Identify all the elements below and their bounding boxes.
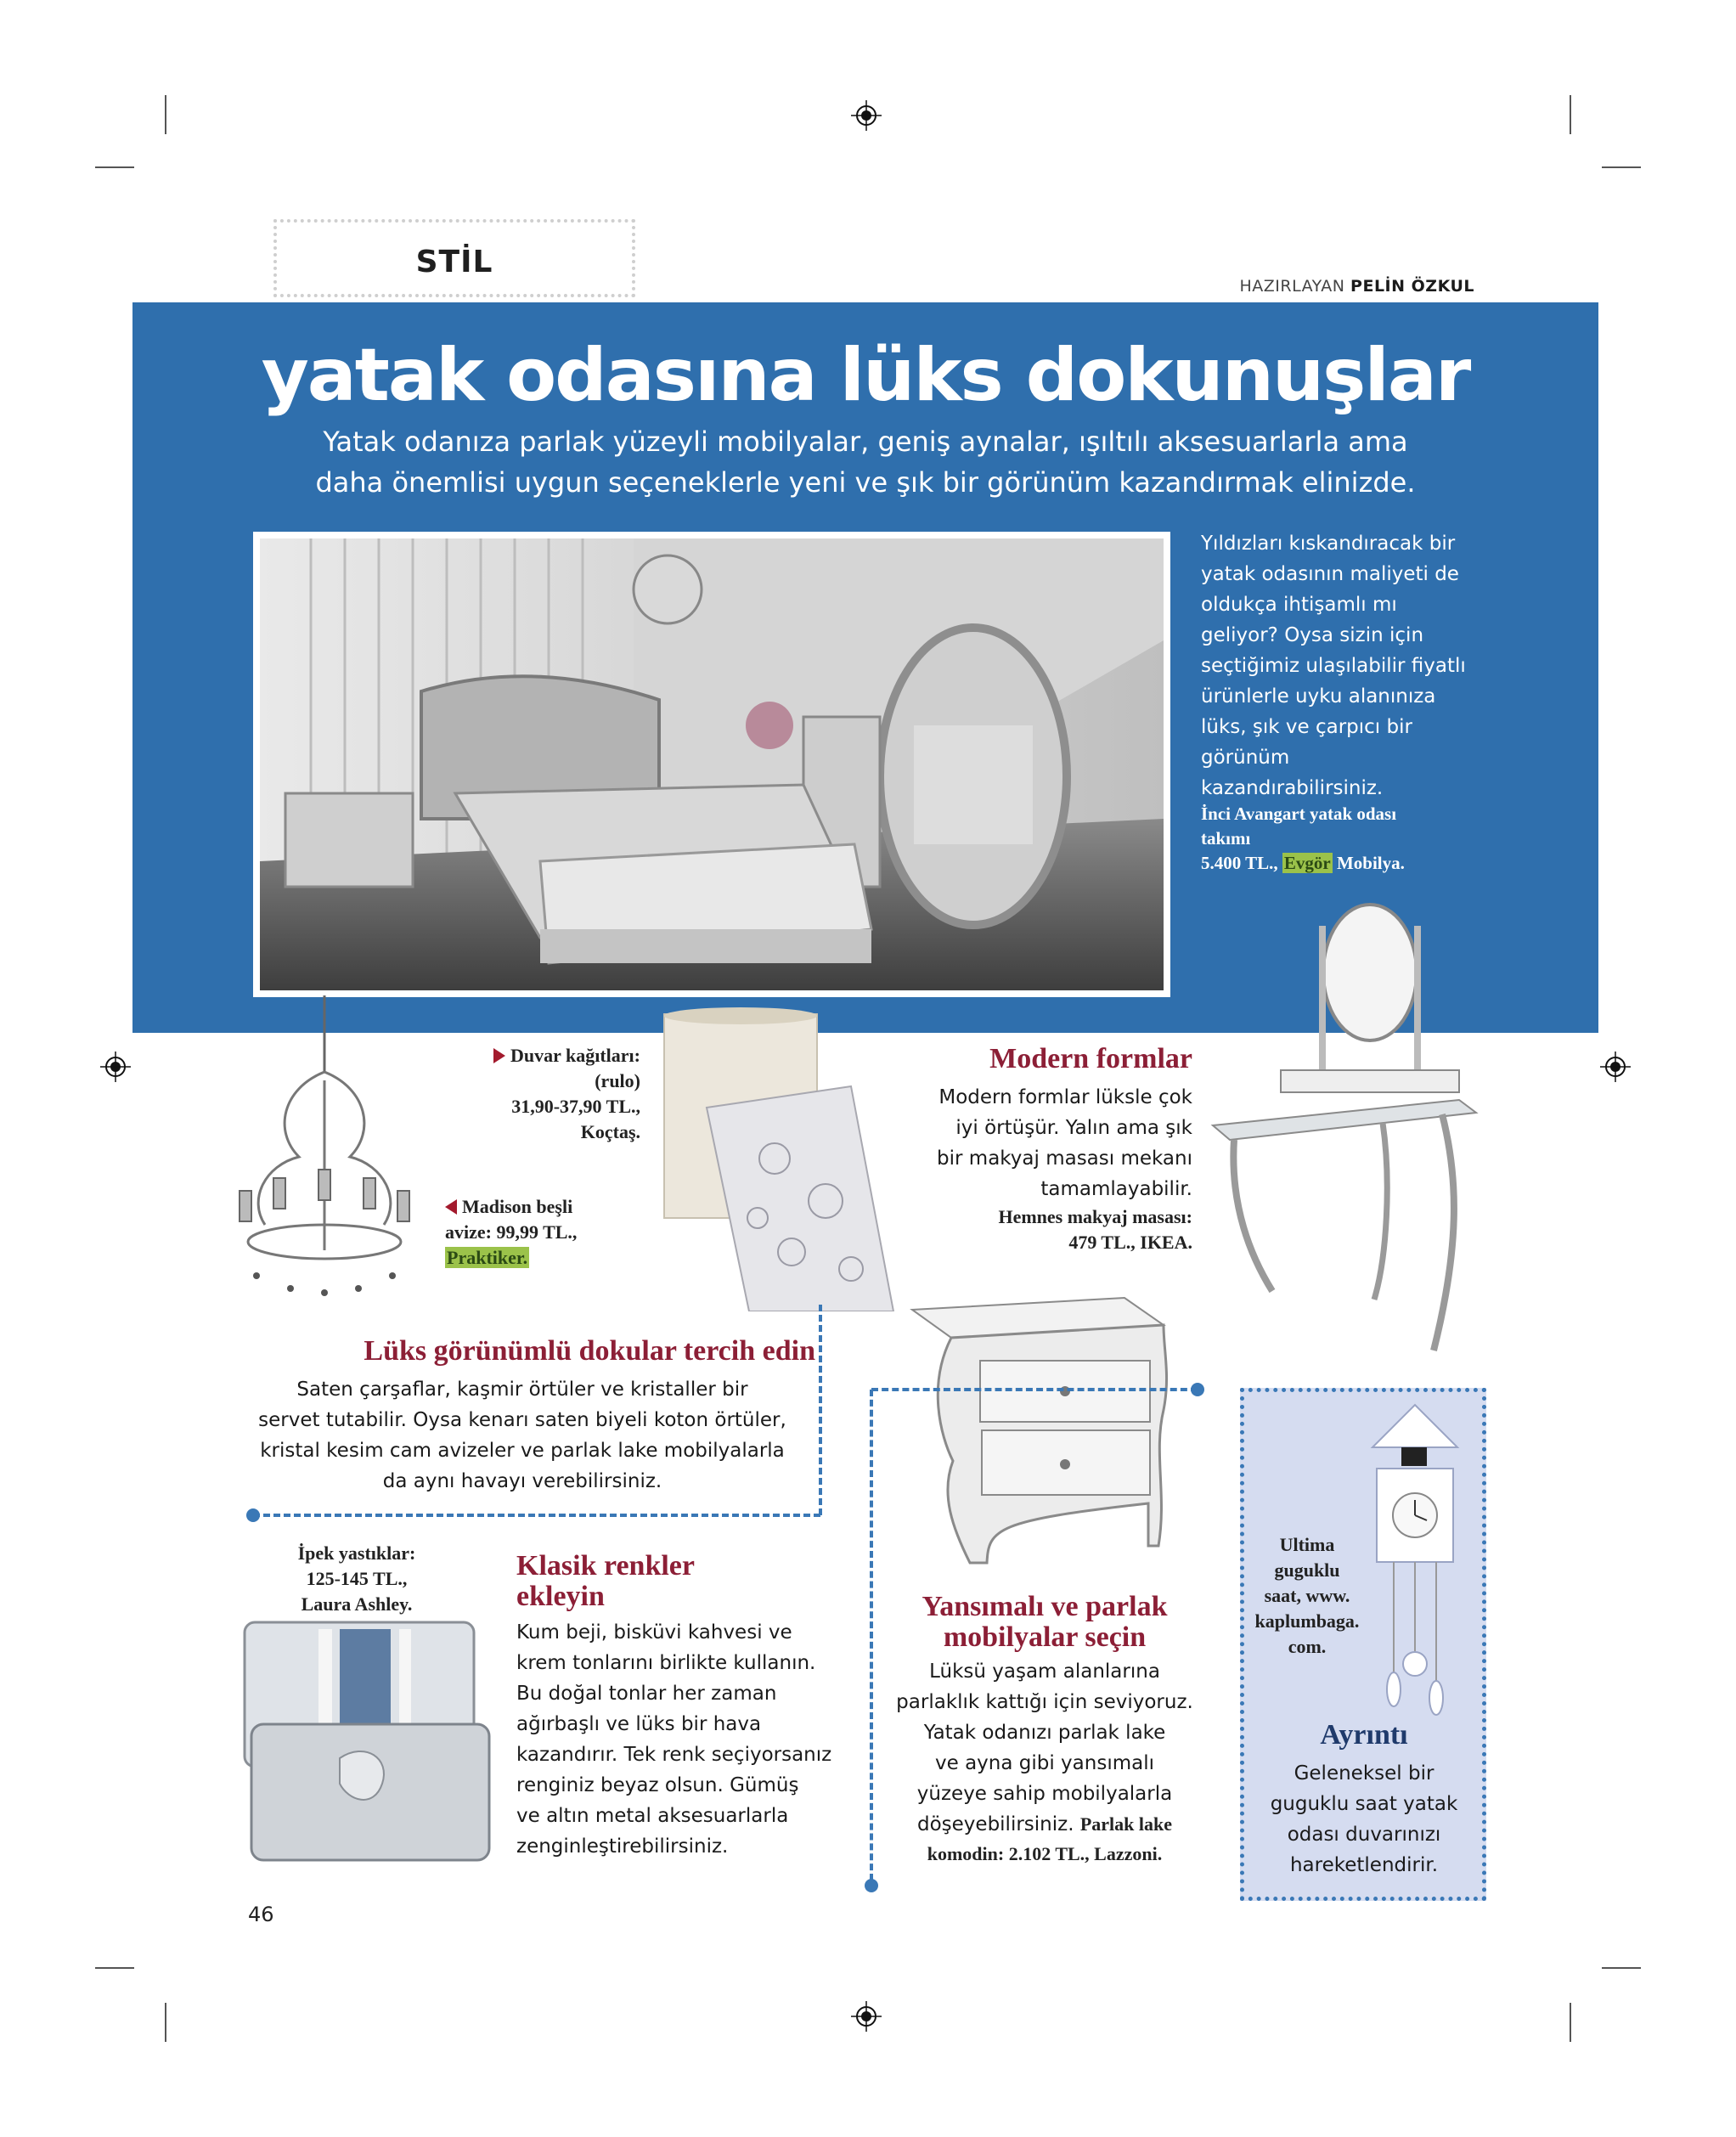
modern-body: [849, 1082, 1192, 1204]
reflective-title: [883, 1592, 1206, 1653]
clock-caption-line: kaplumbaga.: [1254, 1610, 1360, 1632]
reflective-body-line: Lüksü yaşam alanlarına: [929, 1661, 1160, 1683]
arrow-left-icon: [445, 1199, 457, 1215]
wallpaper-caption: [442, 1043, 640, 1145]
chandelier-caption-line: [445, 1245, 640, 1271]
crop-mark: [1570, 95, 1571, 134]
detail-body-line: Geleneksel bir: [1294, 1762, 1434, 1785]
classic-body-line: renginiz beyaz olsun. Gümüş: [516, 1774, 799, 1796]
lux-body-line: da aynı havayı verebilirsiniz.: [382, 1470, 662, 1492]
cuckoo-clock-photo: [1356, 1396, 1474, 1719]
connector-line: [871, 1388, 1198, 1391]
vanity-table-photo: [1204, 900, 1485, 1359]
chandelier-caption: [445, 1194, 640, 1271]
classic-body-line: krem tonlarını birlikte kullanın.: [516, 1652, 816, 1674]
clock-caption-line: com.: [1288, 1636, 1327, 1657]
detail-body: [1245, 1758, 1483, 1880]
subheadline: [132, 421, 1598, 503]
modern-body-line: tamamlayabilir.: [1040, 1178, 1192, 1200]
hero-caption-line: İnci Avangart yatak odası: [1201, 803, 1397, 824]
subheadline-line: Yatak odanıza parlak yüzeyli mobilyalar, geniş aynalar, ışıltılı aksesuarlarla ama: [323, 426, 1408, 458]
detail-body-line: guguklu saat yatak: [1270, 1793, 1458, 1815]
crop-mark: [1602, 1967, 1641, 1969]
chandelier-caption-line: [445, 1194, 640, 1220]
modern-caption: [849, 1204, 1192, 1255]
wallpaper-caption-line: [442, 1043, 640, 1068]
classic-title: [516, 1551, 814, 1612]
classic-body-line: zenginleştirebilirsiniz.: [516, 1835, 729, 1858]
crop-mark: [95, 166, 134, 168]
connector-dot: [246, 1508, 260, 1522]
reflective-caption-end: komodin: 2.102 TL., Lazzoni.: [927, 1843, 1163, 1864]
detail-body-line: odası duvarınızı: [1287, 1824, 1441, 1846]
wallpaper-caption-line: 31,90-37,90 TL.,: [511, 1096, 640, 1117]
classic-body-line: Bu doğal tonlar her zaman: [516, 1683, 777, 1705]
pillows-caption-line: 125-145 TL.,: [306, 1568, 408, 1589]
connector-dot: [865, 1879, 878, 1892]
subheadline-line: daha önemlisi uygun seçeneklerle yeni ve şık bir görünüm kazandırmak elinizde.: [315, 466, 1416, 499]
pillows-caption-line: İpek yastıklar:: [297, 1542, 416, 1564]
reflective-last-text: döşeyebilirsiniz.: [917, 1813, 1080, 1835]
page-number: 46: [248, 1903, 274, 1926]
wallpaper-caption-text: Duvar kağıtları:: [510, 1045, 640, 1066]
classic-body: [516, 1617, 839, 1862]
reflective-body-line: yüzeye sahip mobilyalarla: [916, 1783, 1173, 1805]
modern-title: Modern formlar: [989, 1043, 1192, 1074]
detail-title: Ayrıntı: [1320, 1719, 1408, 1751]
classic-body-line: ve altın metal aksesuarlarla: [516, 1805, 789, 1827]
hero-intro-text: Yıldızları kıskandıracak bir yatak odasının maliyeti de oldukça ihtişamlı mı geliyor? Oysa sizin için seçtiğimiz ulaşılabilir fiyatlı ürünlerle uyku alanınıza lüks, şık ve çarpıcı bir görünüm kazandırabilirsiniz.: [1201, 533, 1466, 799]
registration-mark-icon: [851, 100, 882, 131]
crop-mark: [95, 1967, 134, 1969]
lux-body-line: Saten çarşaflar, kaşmir örtüler ve kristaller bir: [296, 1379, 748, 1401]
page-title: yatak odasına lüks dokunuşlar: [261, 333, 1470, 418]
detail-body-line: hareketlendirir.: [1289, 1854, 1439, 1876]
classic-body-line: kazandırır. Tek renk seçiyorsanız: [516, 1744, 832, 1766]
pillows-caption: [255, 1541, 459, 1617]
classic-body-line: ağırbaşlı ve lüks bir hava: [516, 1713, 762, 1735]
clock-caption: [1245, 1532, 1369, 1660]
reflective-body: [883, 1656, 1206, 1869]
lux-body-line: kristal kesim cam avizeler ve parlak lake mobilyalarla: [260, 1440, 785, 1462]
hero-bedroom-photo: [253, 532, 1170, 997]
modern-caption-line: 479 TL., IKEA.: [1068, 1232, 1192, 1253]
connector-line: [253, 1514, 820, 1517]
modern-body-line: bir makyaj masası mekanı: [937, 1147, 1192, 1170]
crop-mark: [165, 95, 166, 134]
crop-mark: [1570, 2003, 1571, 2042]
reflective-title-line: mobilyalar seçin: [943, 1621, 1147, 1653]
classic-title-line: Klasik renkler: [516, 1550, 695, 1582]
hero-caption-line: takımı: [1201, 828, 1251, 849]
modern-body-line: iyi örtüşür. Yalın ama şık: [955, 1117, 1192, 1139]
modern-caption-line: Hemnes makyaj masası:: [998, 1206, 1192, 1227]
reflective-body-line: parlaklık kattığı için seviyoruz.: [896, 1691, 1193, 1713]
pillows-caption-line: Laura Ashley.: [301, 1593, 413, 1615]
registration-mark-icon: [100, 1052, 131, 1082]
clock-caption-line: Ultima: [1279, 1534, 1335, 1555]
byline-prefix: HAZIRLAYAN: [1239, 277, 1345, 296]
wallpaper-caption-line: Koçtaş.: [580, 1121, 640, 1142]
chandelier-caption-line: avize: 99,99 TL.,: [445, 1221, 578, 1243]
lux-body-line: servet tutabilir. Oysa kenarı saten biyeli koton örtüler,: [258, 1409, 786, 1431]
hero-caption-price-line: [1201, 851, 1473, 876]
classic-body-line: Kum beji, bisküvi kahvesi ve: [516, 1621, 792, 1644]
hero-caption-brand: Mobilya.: [1332, 853, 1405, 873]
connector-line: [870, 1390, 873, 1880]
reflective-title-line: Yansımalı ve parlak: [922, 1591, 1168, 1622]
lux-title: Lüks görünümlü dokular tercih edin: [364, 1335, 815, 1367]
chandelier-brand-highlight: Praktiker.: [447, 1247, 528, 1268]
registration-mark-icon: [1600, 1052, 1631, 1082]
modern-body-line: Modern formlar lüksle çok: [938, 1086, 1192, 1108]
reflective-body-line: Yatak odanızı parlak lake: [923, 1722, 1166, 1744]
byline: [1240, 277, 1475, 296]
clock-caption-line: saat, www.: [1264, 1585, 1350, 1606]
registration-mark-icon: [851, 2001, 882, 2032]
classic-title-line: ekleyin: [516, 1581, 605, 1612]
connector-dot: [1191, 1383, 1204, 1396]
chandelier-photo: [214, 995, 435, 1318]
nightstand-photo: [893, 1291, 1182, 1580]
hero-caption: [1201, 802, 1473, 876]
lux-body: [229, 1374, 815, 1497]
wallpaper-caption-line: (rulo): [595, 1070, 640, 1091]
hero-caption-brand-highlight: Evgör: [1283, 853, 1331, 873]
section-tab-label: STİL: [415, 245, 493, 279]
crop-mark: [165, 2003, 166, 2042]
pillows-photo: [238, 1614, 501, 1869]
clock-caption-line: guguklu: [1274, 1559, 1340, 1581]
hero-caption-price: 5.400 TL.,: [1201, 853, 1282, 873]
chandelier-caption-text: Madison beşli: [462, 1196, 573, 1217]
crop-mark: [1602, 166, 1641, 168]
byline-author: PELİN ÖZKUL: [1350, 277, 1474, 296]
arrow-right-icon: [493, 1048, 505, 1063]
reflective-caption-inline: Parlak lake: [1079, 1813, 1172, 1835]
reflective-body-line: ve ayna gibi yansımalı: [935, 1752, 1154, 1774]
connector-line: [819, 1305, 822, 1515]
reflective-body-line: [883, 1809, 1206, 1840]
